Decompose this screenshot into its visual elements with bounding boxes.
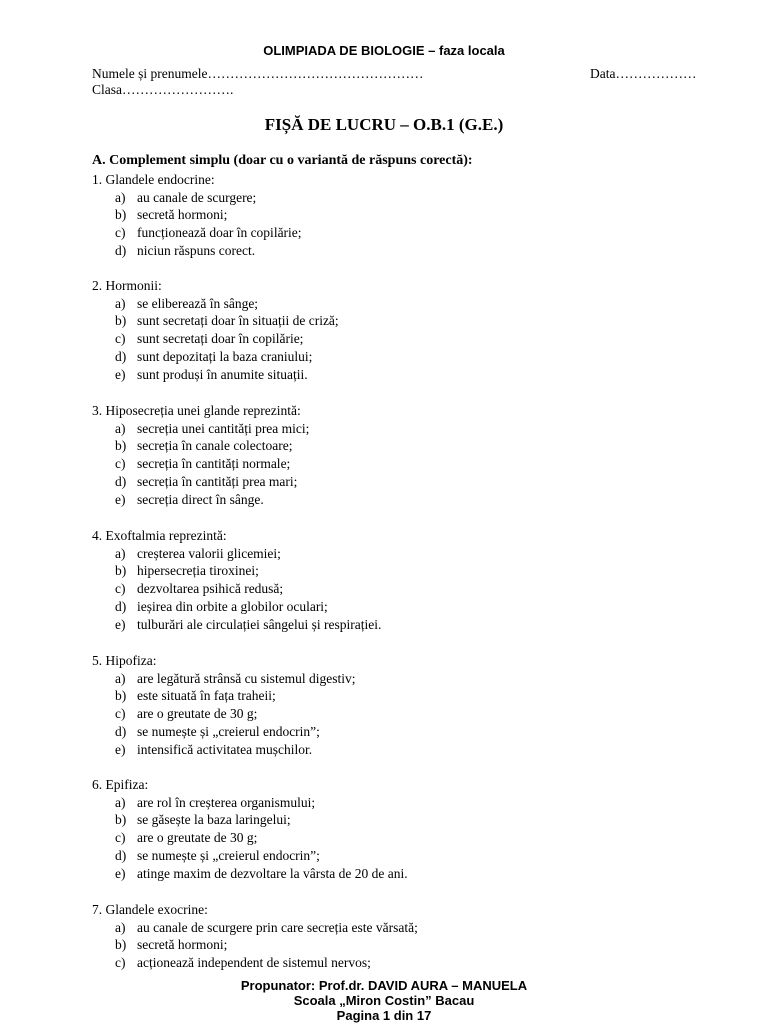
option-letter: c): [115, 225, 126, 241]
date-field-line: Data………………: [590, 66, 697, 81]
option-a: [92, 919, 418, 937]
option-b: [92, 437, 309, 455]
option-letter: b): [115, 688, 127, 704]
option-text: se numește și „creierul endocrin”;: [137, 847, 320, 863]
footer-author: Propunator: Prof.dr. DAVID AURA – MANUELA: [240, 978, 528, 993]
option-a: [92, 295, 339, 313]
question-text: 6. Epifiza:: [92, 777, 149, 792]
option-text: intensifică activitatea mușchilor.: [137, 741, 313, 757]
option-b: [92, 936, 418, 954]
option-letter: e): [115, 491, 126, 507]
option-d: [92, 723, 356, 741]
worksheet-title: FIȘĂ DE LUCRU – O.B.1 (G.E.): [264, 115, 504, 134]
option-b: [92, 562, 381, 580]
question-text: 5. Hipofiza:: [92, 653, 157, 668]
option-letter: e): [115, 741, 126, 757]
option-c: [92, 829, 408, 847]
name-field-line: Numele și prenumele…………………………………………: [92, 66, 424, 81]
option-text: sunt secretați doar în copilărie;: [137, 331, 304, 347]
class-field-line: Clasa…………………….: [92, 82, 234, 97]
option-b: [92, 687, 356, 705]
option-text: secretă hormoni;: [137, 207, 228, 223]
question-2: [92, 277, 339, 383]
option-text: are o greutate de 30 g;: [137, 830, 258, 846]
option-text: are rol în creșterea organismului;: [137, 794, 316, 810]
option-text: secreția direct în sânge.: [137, 491, 264, 507]
option-text: au canale de scurgere;: [137, 189, 257, 205]
option-text: tulburări ale circulației sângelui și respirației.: [137, 616, 382, 632]
section-heading: A. Complement simplu (doar cu o variantă de răspuns corectă):: [92, 153, 473, 168]
option-letter: a): [115, 295, 126, 311]
option-c: [92, 330, 339, 348]
option-letter: b): [115, 937, 127, 953]
option-a: [92, 545, 381, 563]
option-letter: c): [115, 830, 126, 846]
option-letter: a): [115, 420, 126, 436]
option-letter: a): [115, 670, 126, 686]
option-d: [92, 242, 302, 260]
option-b: [92, 206, 302, 224]
option-b: [92, 811, 408, 829]
option-text: secreția unei cantități prea mici;: [137, 420, 310, 436]
option-text: are legătură strânsă cu sistemul digestiv;: [137, 670, 356, 686]
question-text: 4. Exoftalmia reprezintă:: [92, 528, 227, 543]
option-letter: b): [115, 207, 127, 223]
option-letter: e): [115, 616, 126, 632]
option-letter: c): [115, 706, 126, 722]
question-1: [92, 171, 302, 260]
option-c: [92, 705, 356, 723]
question-text: 1. Glandele endocrine:: [92, 172, 215, 187]
option-text: este situată în fața traheii;: [137, 688, 276, 704]
question-text: 3. Hiposecreția unei glande reprezintă:: [92, 403, 301, 418]
question-7: [92, 901, 418, 972]
option-letter: e): [115, 865, 126, 881]
option-letter: c): [115, 581, 126, 597]
option-letter: b): [115, 812, 127, 828]
option-text: creșterea valorii glicemiei;: [137, 545, 281, 561]
option-c: [92, 455, 309, 473]
option-text: sunt produși în anumite situații.: [137, 366, 308, 382]
option-letter: c): [115, 456, 126, 472]
option-text: funcționează doar în copilărie;: [137, 225, 302, 241]
option-e: [92, 741, 356, 759]
question-text: 7. Glandele exocrine:: [92, 902, 208, 917]
option-letter: b): [115, 438, 127, 454]
option-letter: b): [115, 313, 127, 329]
option-text: acționează independent de sistemul nervos;: [137, 955, 371, 971]
option-e: [92, 616, 381, 634]
option-text: secretă hormoni;: [137, 937, 228, 953]
option-text: sunt secretați doar în situații de criză;: [137, 313, 339, 329]
option-text: sunt depozitați la baza craniului;: [137, 348, 313, 364]
option-text: au canale de scurgere prin care secreția este vărsată;: [137, 919, 418, 935]
option-text: se numește și „creierul endocrin”;: [137, 723, 320, 739]
option-d: [92, 847, 408, 865]
option-letter: d): [115, 723, 127, 739]
option-letter: a): [115, 545, 126, 561]
option-a: [92, 420, 309, 438]
option-text: hipersecreția tiroxinei;: [137, 563, 259, 579]
option-letter: d): [115, 473, 127, 489]
option-text: se eliberează în sânge;: [137, 295, 259, 311]
option-letter: e): [115, 366, 126, 382]
option-letter: b): [115, 563, 127, 579]
option-letter: a): [115, 794, 126, 810]
option-d: [92, 473, 309, 491]
option-text: are o greutate de 30 g;: [137, 706, 258, 722]
option-text: secreția în cantități prea mari;: [137, 473, 298, 489]
option-letter: d): [115, 348, 127, 364]
option-letter: c): [115, 955, 126, 971]
olympiad-title: OLIMPIADA DE BIOLOGIE – faza locala: [263, 43, 505, 58]
question-text: 2. Hormonii:: [92, 278, 162, 293]
footer-page-number: Pagina 1 din 17: [336, 1008, 432, 1023]
option-b: [92, 312, 339, 330]
option-text: secreția în canale colectoare;: [137, 438, 293, 454]
question-4: [92, 527, 381, 633]
option-a: [92, 794, 408, 812]
option-text: ieșirea din orbite a globilor oculari;: [137, 598, 328, 614]
option-letter: a): [115, 189, 126, 205]
option-a: [92, 189, 302, 207]
option-c: [92, 224, 302, 242]
option-c: [92, 580, 381, 598]
option-e: [92, 865, 408, 883]
question-6: [92, 776, 408, 882]
footer-school: Scoala „Miron Costin” Bacau: [293, 993, 475, 1008]
option-letter: d): [115, 598, 127, 614]
option-letter: a): [115, 919, 126, 935]
option-text: atinge maxim de dezvoltare la vârsta de 20 de ani.: [137, 865, 408, 881]
option-text: secreția în cantități normale;: [137, 456, 291, 472]
option-e: [92, 491, 309, 509]
option-d: [92, 348, 339, 366]
question-3: [92, 402, 309, 508]
option-letter: d): [115, 242, 127, 258]
option-a: [92, 670, 356, 688]
option-letter: c): [115, 331, 126, 347]
question-5: [92, 652, 356, 758]
option-letter: d): [115, 847, 127, 863]
option-text: dezvoltarea psihică redusă;: [137, 581, 284, 597]
option-d: [92, 598, 381, 616]
option-e: [92, 366, 339, 384]
option-c: [92, 954, 418, 972]
option-text: niciun răspuns corect.: [137, 242, 256, 258]
option-text: se găsește la baza laringelui;: [137, 812, 291, 828]
